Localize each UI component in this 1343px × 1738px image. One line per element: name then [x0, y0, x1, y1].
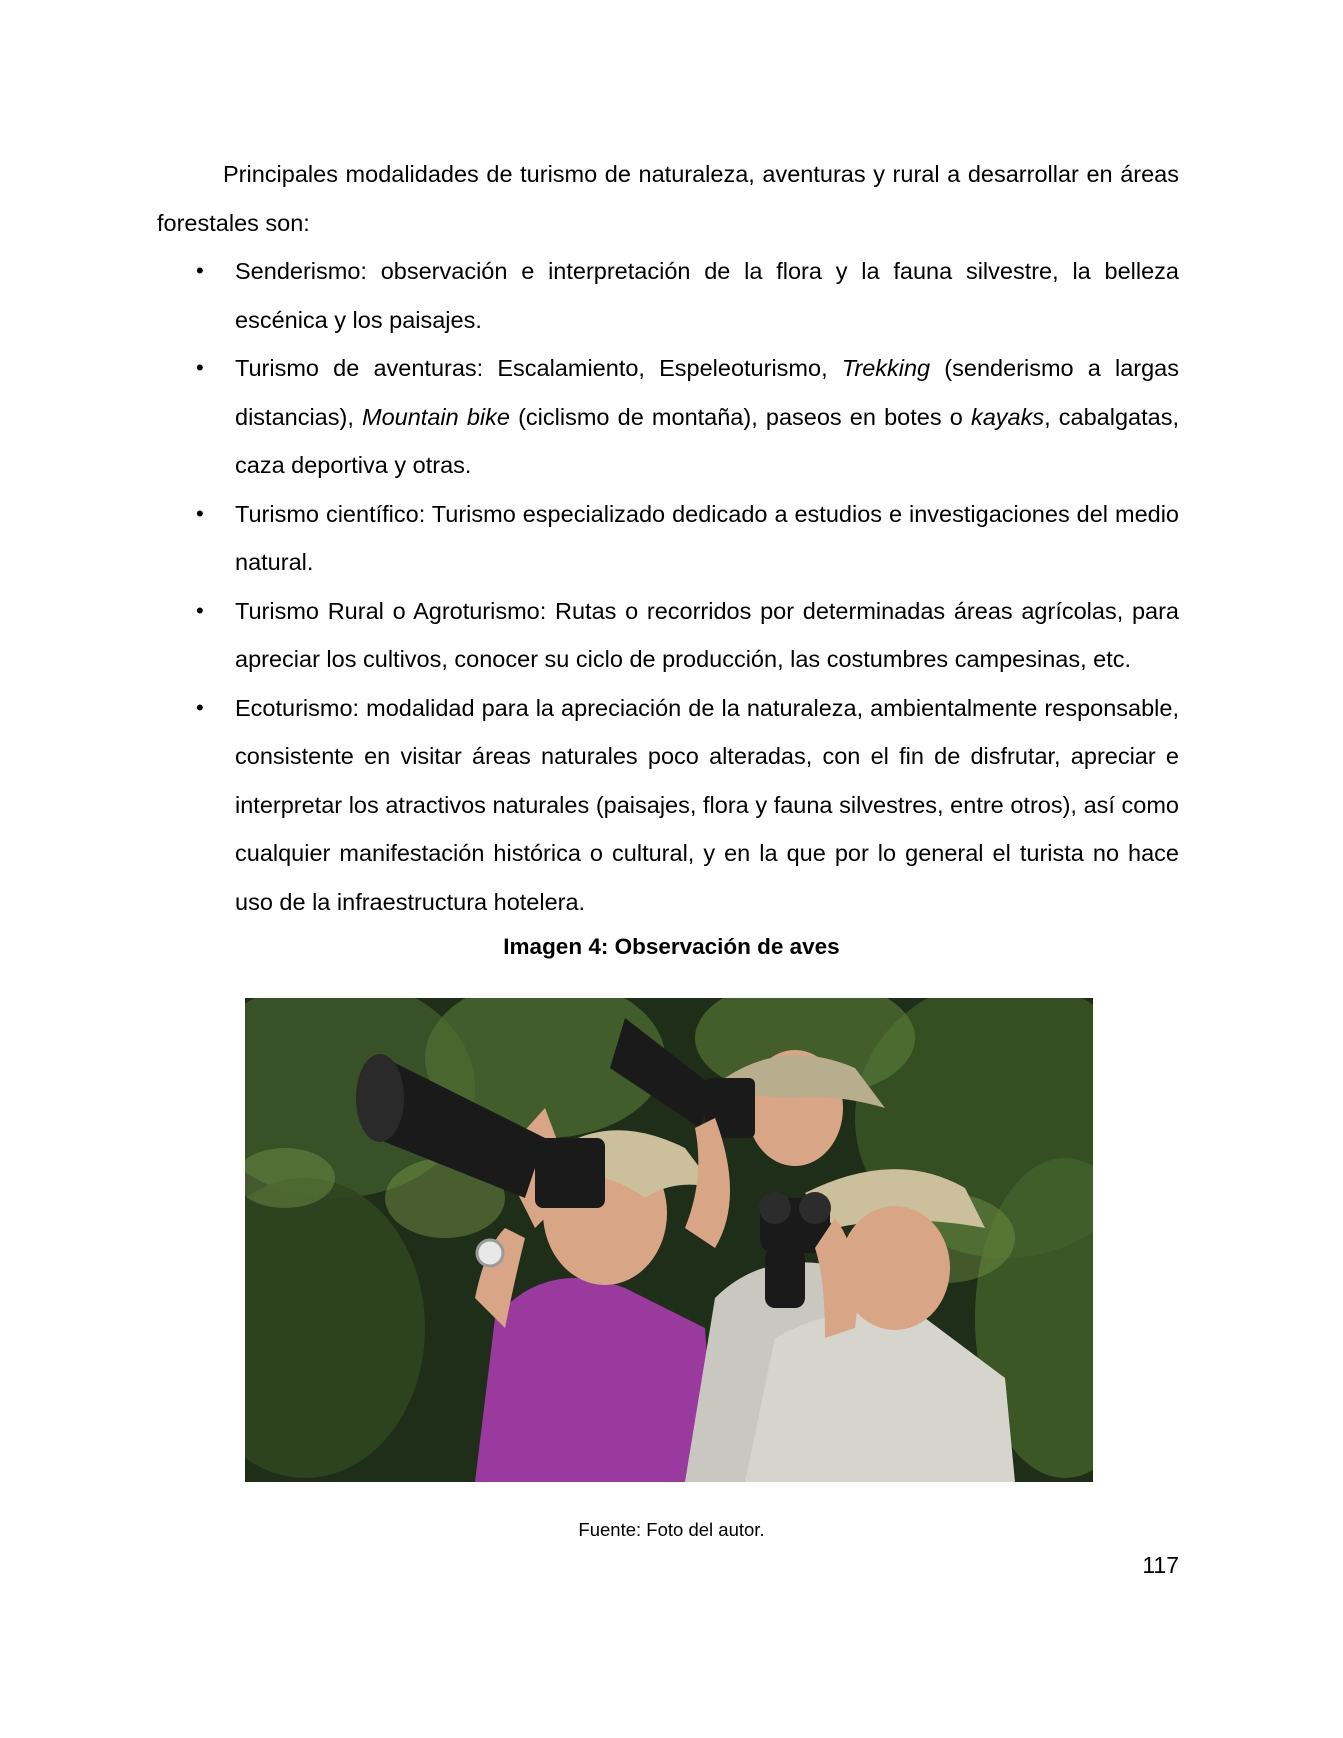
list-item-text: (senderismo a largas distancias), — [235, 355, 1179, 430]
body-text — [157, 150, 1179, 926]
bullet-icon: • — [196, 500, 204, 526]
list-item — [157, 247, 1179, 344]
bullet-icon: • — [196, 355, 204, 380]
list-item — [157, 344, 1179, 490]
list-item-text: Ecoturismo: modalidad para la apreciación de la naturaleza, ambientalmente responsable, consistente en visitar áreas naturales poco alteradas, con el fin de disfrutar, apreciar e interpretar los atractivos naturales (paisajes, flora y fauna silvestres, entre otros), así como cualquier manifestación histórica o cultural, y en la que por lo general el turista no hace uso de la infraestructura hotelera. — [235, 694, 1179, 915]
camera-body — [535, 1138, 605, 1208]
intro-paragraph: Principales modalidades de turismo de naturaleza, aventuras y rural a desarrollar en áreas forestales son: — [157, 161, 1179, 236]
bullet-icon: • — [196, 258, 204, 283]
wristwatch-icon — [477, 1240, 503, 1266]
modalities-list — [157, 247, 1179, 926]
italic-term: Mountain bike — [362, 403, 510, 430]
list-item-text: Senderismo: observación e interpretación de la flora y la fauna silvestre, la belleza escénica y los paisajes. — [235, 258, 1179, 333]
list-item-text: (ciclismo de montaña), paseos en botes o — [509, 403, 971, 430]
figure-title: Imagen 4: Observación de aves — [503, 934, 840, 959]
page-number: 117 — [1142, 1552, 1179, 1578]
list-item — [157, 490, 1179, 587]
bullet-icon: • — [196, 694, 204, 720]
list-item-text: , cabalgatas, caza deportiva y otras. — [235, 403, 1179, 478]
list-item — [157, 587, 1179, 684]
list-item-text: Turismo Rural o Agroturismo: Rutas o recorridos por determinadas áreas agrícolas, para apreciar los cultivos, conocer su ciclo de producción, las costumbres campesinas, etc. — [235, 597, 1179, 672]
list-item-text: Turismo científico: Turismo especializado dedicado a estudios e investigaciones del medio natural. — [235, 500, 1179, 575]
birdwatching-photo — [245, 998, 1093, 1482]
bullet-icon: • — [196, 597, 204, 623]
italic-term: Trekking — [841, 355, 931, 381]
list-item-text: Turismo de aventuras: Escalamiento, Espeleoturismo, — [235, 355, 842, 381]
figure-source: Fuente: Foto del autor. — [578, 1519, 765, 1540]
list-item — [157, 684, 1179, 927]
italic-term: kayaks — [970, 403, 1045, 430]
